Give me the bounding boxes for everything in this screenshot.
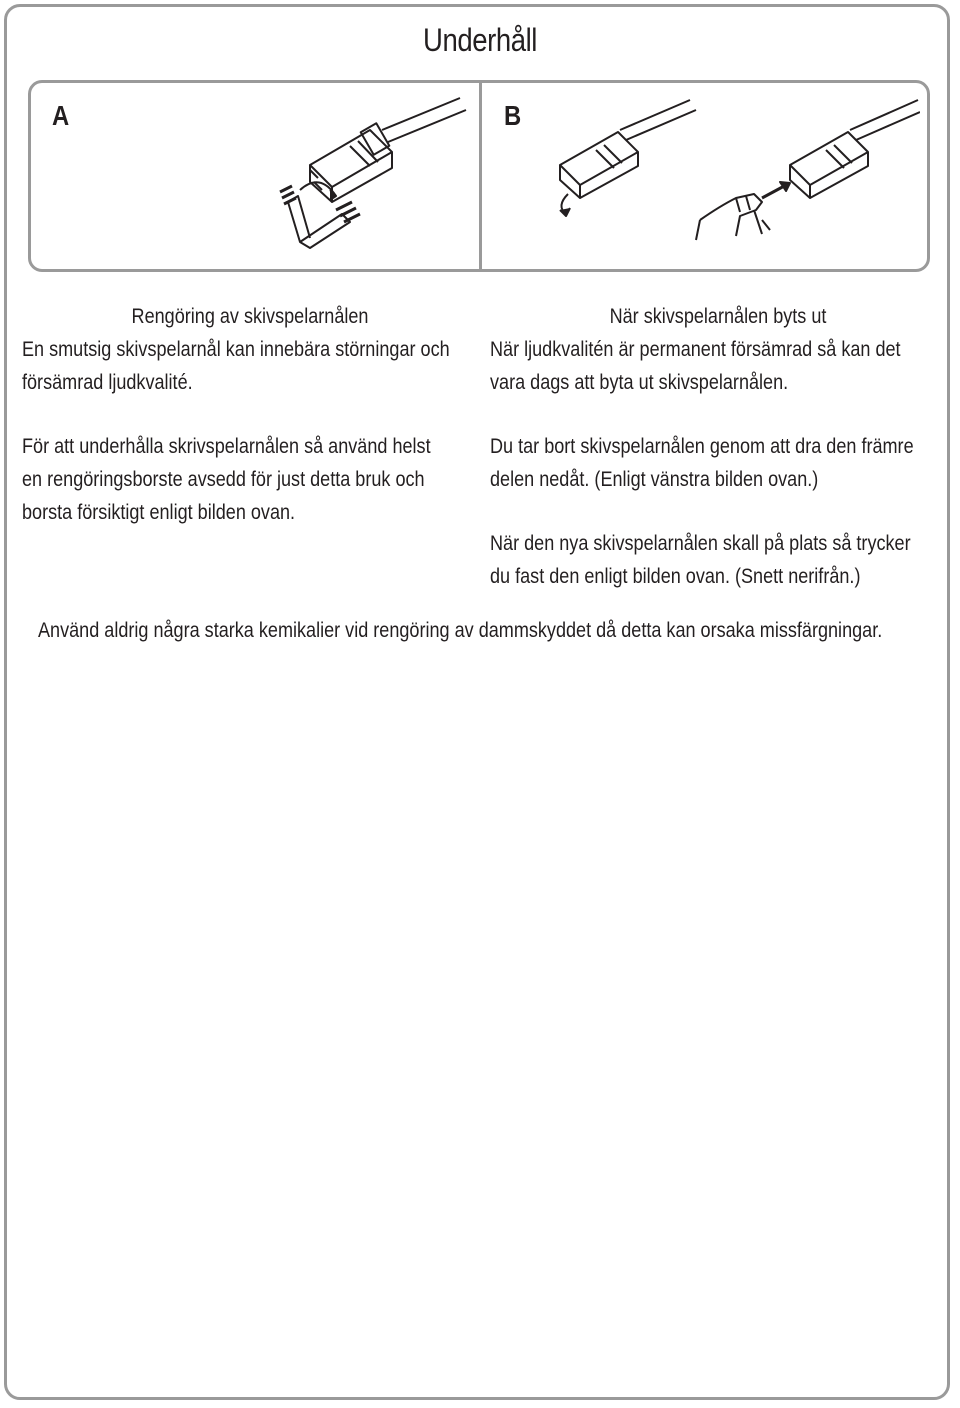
panel-label-a: A <box>52 100 70 131</box>
cleaning-heading: Rengöring av skivspelarnålen <box>131 305 369 328</box>
replacement-text-line: vara dags att byta ut skivspelarnålen. <box>490 371 789 394</box>
cartridge-replace-illustration <box>540 90 920 260</box>
replacement-text-line: du fast den enligt bilden ovan. (Snett nerifrån.) <box>490 565 861 588</box>
cleaning-text-line: En smutsig skivspelarnål kan innebära störningar och <box>22 338 450 361</box>
chemical-warning-note: Använd aldrig några starka kemikalier vid rengöring av dammskyddet då detta kan orsaka missfärgningar. <box>38 619 883 642</box>
page-title: Underhåll <box>423 22 537 58</box>
replacement-section <box>490 300 946 593</box>
cartridge-brush-illustration <box>270 90 470 260</box>
panel-label-b: B <box>504 100 522 131</box>
cleaning-section <box>22 300 478 529</box>
cleaning-text-line: försämrad ljudkvalité. <box>22 371 193 394</box>
replacement-text-line: När den nya skivspelarnålen skall på plats så trycker <box>490 532 911 555</box>
replacement-text-line: Du tar bort skivspelarnålen genom att dra den främre <box>490 435 914 458</box>
cleaning-text-line: borsta försiktigt enligt bilden ovan. <box>22 501 296 524</box>
replacement-text-line: delen nedåt. (Enligt vänstra bilden ovan.) <box>490 468 819 491</box>
replacement-text-line: När ljudkvalitén är permanent försämrad så kan det <box>490 338 901 361</box>
illustration-divider <box>479 80 482 272</box>
replacement-heading: När skivspelarnålen byts ut <box>609 305 827 328</box>
cleaning-text-line: en rengöringsborste avsedd för just detta bruk och <box>22 468 425 491</box>
cleaning-text-line: För att underhålla skrivspelarnålen så använd helst <box>22 435 431 458</box>
